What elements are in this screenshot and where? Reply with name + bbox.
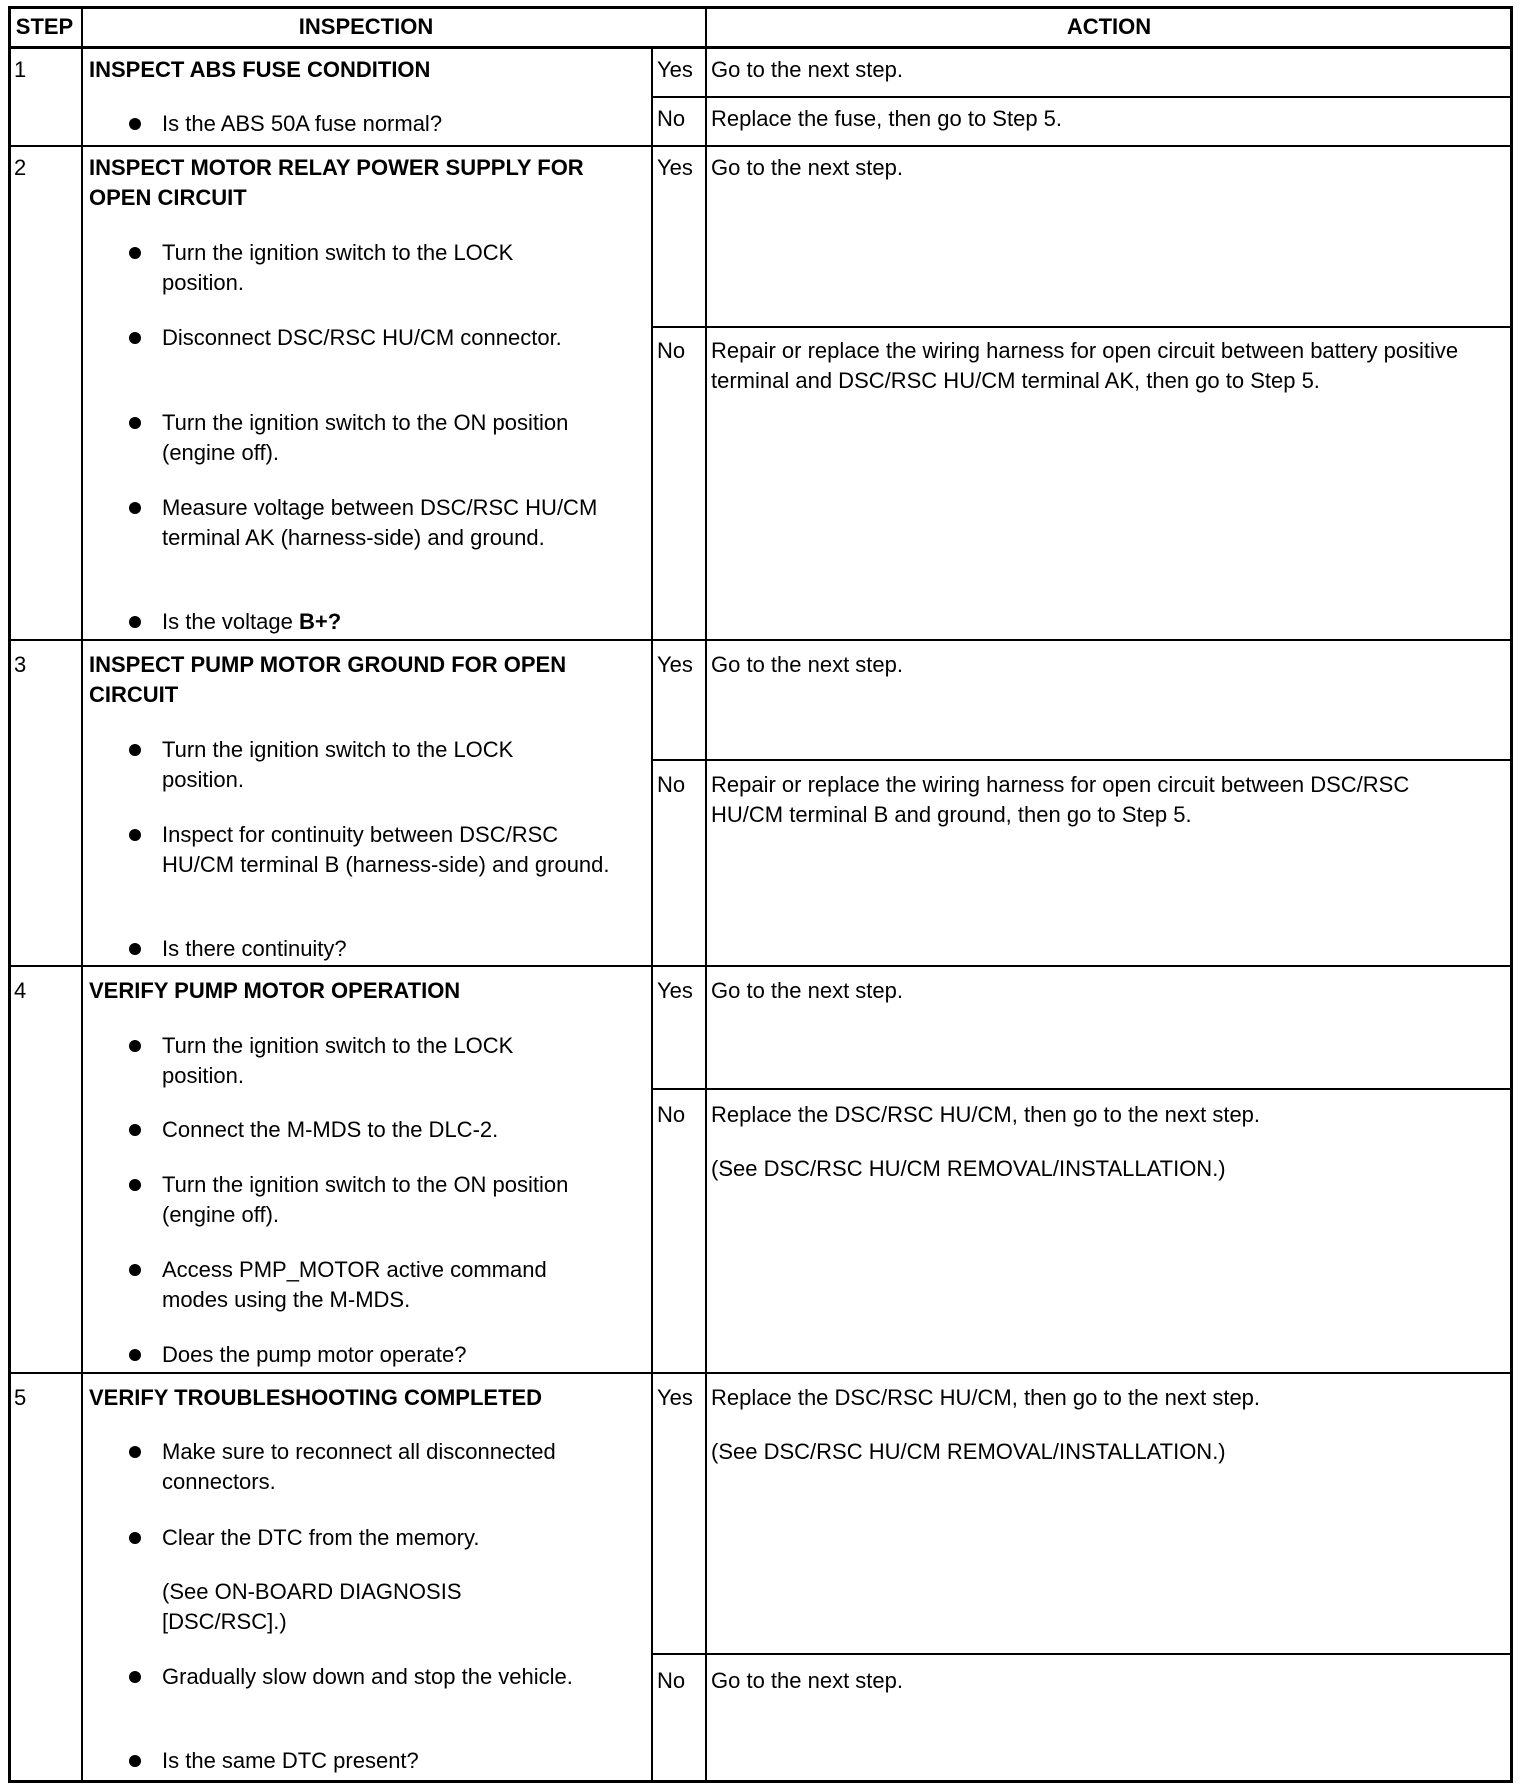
column-divider xyxy=(81,6,83,1783)
bullet-item: Turn the ignition switch to the LOCK position. xyxy=(129,238,579,298)
no-action: Replace the fuse, then go to Step 5. xyxy=(711,106,1063,131)
row-divider xyxy=(8,965,1513,967)
column-divider xyxy=(651,48,653,1783)
bullet-item: Turn the ignition switch to the LOCK position. xyxy=(129,735,579,795)
bullet-icon xyxy=(129,417,141,429)
step-number: 1 xyxy=(14,57,27,82)
yes-action: Go to the next step. xyxy=(711,155,904,180)
yes-no-divider xyxy=(651,1653,1513,1655)
no-label: No xyxy=(657,772,686,797)
bullet-item: Is the ABS 50A fuse normal? xyxy=(129,109,629,139)
bullet-icon xyxy=(129,332,141,344)
troubleshooting-table xyxy=(8,6,1513,1783)
yes-no-divider xyxy=(651,1088,1513,1090)
bullet-item: Is there continuity? xyxy=(129,934,629,964)
yes-action: Go to the next step. xyxy=(711,57,904,82)
bullet-item: Gradually slow down and stop the vehicle. xyxy=(129,1662,579,1692)
bullet-icon xyxy=(129,1040,141,1052)
bullet-icon xyxy=(129,1671,141,1683)
diagnosis-reference: (See ON-BOARD DIAGNOSIS [DSC/RSC].) xyxy=(162,1579,462,1634)
bullet-item: Is the voltage B+? xyxy=(129,607,629,637)
no-label: No xyxy=(657,106,686,131)
yes-label: Yes xyxy=(657,652,693,677)
yes-no-divider xyxy=(651,759,1513,761)
bullet-icon xyxy=(129,1179,141,1191)
yes-action: Replace the DSC/RSC HU/CM, then go to the next step. xyxy=(711,1385,1261,1410)
bullet-icon xyxy=(129,1755,141,1767)
yes-action: Go to the next step. xyxy=(711,652,904,677)
bullet-item: Turn the ignition switch to the ON position (engine off). xyxy=(129,1170,579,1230)
bullet-icon xyxy=(129,1446,141,1458)
voltage-value: B+? xyxy=(299,609,342,634)
bullet-icon xyxy=(129,118,141,130)
bullet-item: Inspect for continuity between DSC/RSC HU/CM terminal B (harness-side) and ground. xyxy=(129,820,619,880)
bullet-icon xyxy=(129,1264,141,1276)
bullet-item: Turn the ignition switch to the LOCK position. xyxy=(129,1031,579,1091)
yes-no-divider xyxy=(651,96,1513,98)
bullet-icon xyxy=(129,616,141,628)
bullet-icon xyxy=(129,943,141,955)
bullet-item: Access PMP_MOTOR active command modes using the M-MDS. xyxy=(129,1255,609,1315)
bullet-item: Clear the DTC from the memory. xyxy=(129,1523,629,1553)
no-action: Repair or replace the wiring harness for open circuit between battery positive terminal and DSC/RSC HU/CM terminal AK, then go to Step 5. xyxy=(711,338,1459,393)
row-divider xyxy=(8,145,1513,147)
bullet-item: Turn the ignition switch to the ON position (engine off). xyxy=(129,408,579,468)
bullet-icon xyxy=(129,502,141,514)
bullet-icon xyxy=(129,1349,141,1361)
yes-action: Go to the next step. xyxy=(711,978,904,1003)
header-step: STEP xyxy=(15,14,74,39)
step-title: VERIFY PUMP MOTOR OPERATION xyxy=(89,978,461,1003)
bullet-item: Disconnect DSC/RSC HU/CM connector. xyxy=(129,323,579,353)
step-number: 4 xyxy=(14,978,27,1003)
yes-label: Yes xyxy=(657,155,693,180)
bullet-icon xyxy=(129,1124,141,1136)
step-title: INSPECT ABS FUSE CONDITION xyxy=(89,57,431,82)
yes-action-reference: (See DSC/RSC HU/CM REMOVAL/INSTALLATION.) xyxy=(711,1439,1226,1464)
yes-no-divider xyxy=(651,326,1513,328)
column-divider xyxy=(705,6,707,1783)
yes-label: Yes xyxy=(657,1385,693,1410)
bullet-item: Does the pump motor operate? xyxy=(129,1340,629,1370)
bullet-item: Connect the M-MDS to the DLC-2. xyxy=(129,1115,629,1145)
no-action: Go to the next step. xyxy=(711,1668,904,1693)
bullet-icon xyxy=(129,247,141,259)
no-label: No xyxy=(657,338,686,363)
yes-label: Yes xyxy=(657,57,693,82)
no-label: No xyxy=(657,1668,686,1693)
no-action: Replace the DSC/RSC HU/CM, then go to the next step. xyxy=(711,1102,1261,1127)
bullet-item: Is the same DTC present? xyxy=(129,1746,629,1776)
no-label: No xyxy=(657,1102,686,1127)
bullet-item: Make sure to reconnect all disconnected connectors. xyxy=(129,1437,619,1497)
header-action: ACTION xyxy=(1066,14,1152,39)
no-action-reference: (See DSC/RSC HU/CM REMOVAL/INSTALLATION.) xyxy=(711,1156,1226,1181)
step-title: INSPECT MOTOR RELAY POWER SUPPLY FOR OPEN CIRCUIT xyxy=(89,155,584,210)
step-number: 5 xyxy=(14,1385,27,1410)
bullet-icon xyxy=(129,829,141,841)
step-title: VERIFY TROUBLESHOOTING COMPLETED xyxy=(89,1385,543,1410)
bullet-icon xyxy=(129,1532,141,1544)
step-number: 2 xyxy=(14,155,27,180)
yes-label: Yes xyxy=(657,978,693,1003)
no-action: Repair or replace the wiring harness for open circuit between DSC/RSC HU/CM terminal B and ground, then go to Step 5. xyxy=(711,772,1410,827)
row-divider xyxy=(8,639,1513,641)
bullet-icon xyxy=(129,744,141,756)
row-divider xyxy=(8,1372,1513,1374)
step-number: 3 xyxy=(14,652,27,677)
bullet-item: Measure voltage between DSC/RSC HU/CM terminal AK (harness-side) and ground. xyxy=(129,493,599,553)
header-inspection: INSPECTION xyxy=(298,14,434,39)
step-title: INSPECT PUMP MOTOR GROUND FOR OPEN CIRCUIT xyxy=(89,652,567,707)
